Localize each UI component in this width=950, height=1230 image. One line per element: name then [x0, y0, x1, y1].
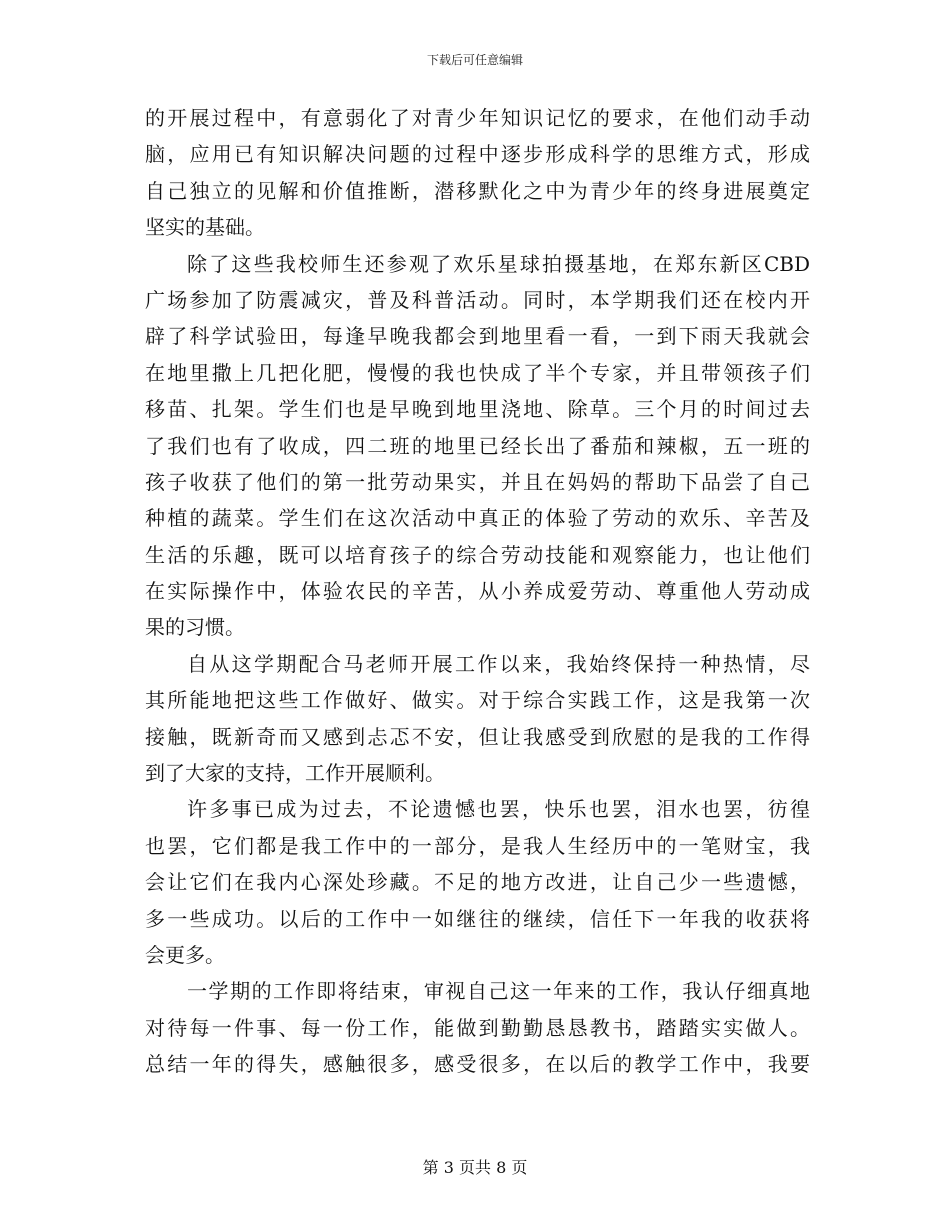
text-line: 果的习惯。 — [145, 615, 245, 640]
text-line: 其所能地把这些工作做好、做实。对于综合实践工作，这是我第一次 — [145, 688, 810, 713]
text-line: 也罢，它们都是我工作中的一部分，是我人生经历中的一笔财宝，我 — [145, 833, 810, 858]
text-line: 一学期的工作即将结束，审视自己这一年来的工作，我认仔细真地 — [187, 979, 810, 1004]
text-line: 接触，既新奇而又感到忐忑不安，但让我感受到欣慰的是我的工作得 — [145, 724, 810, 749]
page-footer: 第 3 页共 8 页 — [422, 1158, 528, 1177]
page-header: 下载后可任意编辑 — [426, 53, 523, 67]
text-line: 会更多。 — [145, 942, 225, 967]
text-line: 除了这些我校师生还参观了欢乐星球拍摄基地，在郑东新区CBD — [187, 251, 810, 276]
text-line: 到了大家的支持，工作开展顺利。 — [145, 761, 445, 786]
text-line: 脑，应用已有知识解决问题的过程中逐步形成科学的思维方式，形成 — [145, 142, 810, 167]
text-line: 的开展过程中，有意弱化了对青少年知识记忆的要求，在他们动手动 — [145, 106, 810, 130]
text-line: 自己独立的见解和价值推断，潜移默化之中为青少年的终身进展奠定 — [145, 178, 810, 203]
text-line: 广场参加了防震减灾，普及科普活动。同时，本学期我们还在校内开 — [145, 287, 810, 312]
text-line: 生活的乐趣，既可以培育孩子的综合劳动技能和观察能力，也让他们 — [145, 542, 810, 567]
text-line: 在地里撒上几把化肥，慢慢的我也快成了半个专家，并且带领孩子们 — [145, 360, 810, 385]
text-line: 总结一年的得失，感触很多，感受很多，在以后的教学工作中，我要 — [145, 1052, 810, 1077]
text-line: 移苗、扎架。学生们也是早晚到地里浇地、除草。三个月的时间过去 — [145, 397, 810, 422]
text-line: 多一些成功。以后的工作中一如继往的继续，信任下一年我的收获将 — [145, 906, 810, 931]
text-line: 了我们也有了收成，四二班的地里已经长出了番茄和辣椒，五一班的 — [145, 433, 810, 458]
text-line: 坚实的基础。 — [145, 215, 265, 240]
text-line: 自从这学期配合马老师开展工作以来，我始终保持一种热情，尽 — [187, 651, 810, 676]
text-line: 许多事已成为过去，不论遗憾也罢，快乐也罢，泪水也罢，彷徨 — [187, 797, 810, 822]
document-body — [145, 100, 810, 1083]
text-line: 对待每一件事、每一份工作，能做到勤勤恳恳教书，踏踏实实做人。 — [145, 1015, 810, 1040]
text-line: 会让它们在我内心深处珍藏。不足的地方改进，让自己少一些遗憾， — [145, 870, 810, 895]
text-line: 孩子收获了他们的第一批劳动果实，并且在妈妈的帮助下品尝了自己 — [145, 469, 810, 494]
text-line: 种植的蔬菜。学生们在这次活动中真正的体验了劳动的欢乐、辛苦及 — [145, 506, 810, 531]
text-line: 辟了科学试验田，每逢早晚我都会到地里看一看，一到下雨天我就会 — [145, 324, 810, 349]
text-line: 在实际操作中，体验农民的辛苦，从小养成爱劳动、尊重他人劳动成 — [145, 579, 810, 604]
